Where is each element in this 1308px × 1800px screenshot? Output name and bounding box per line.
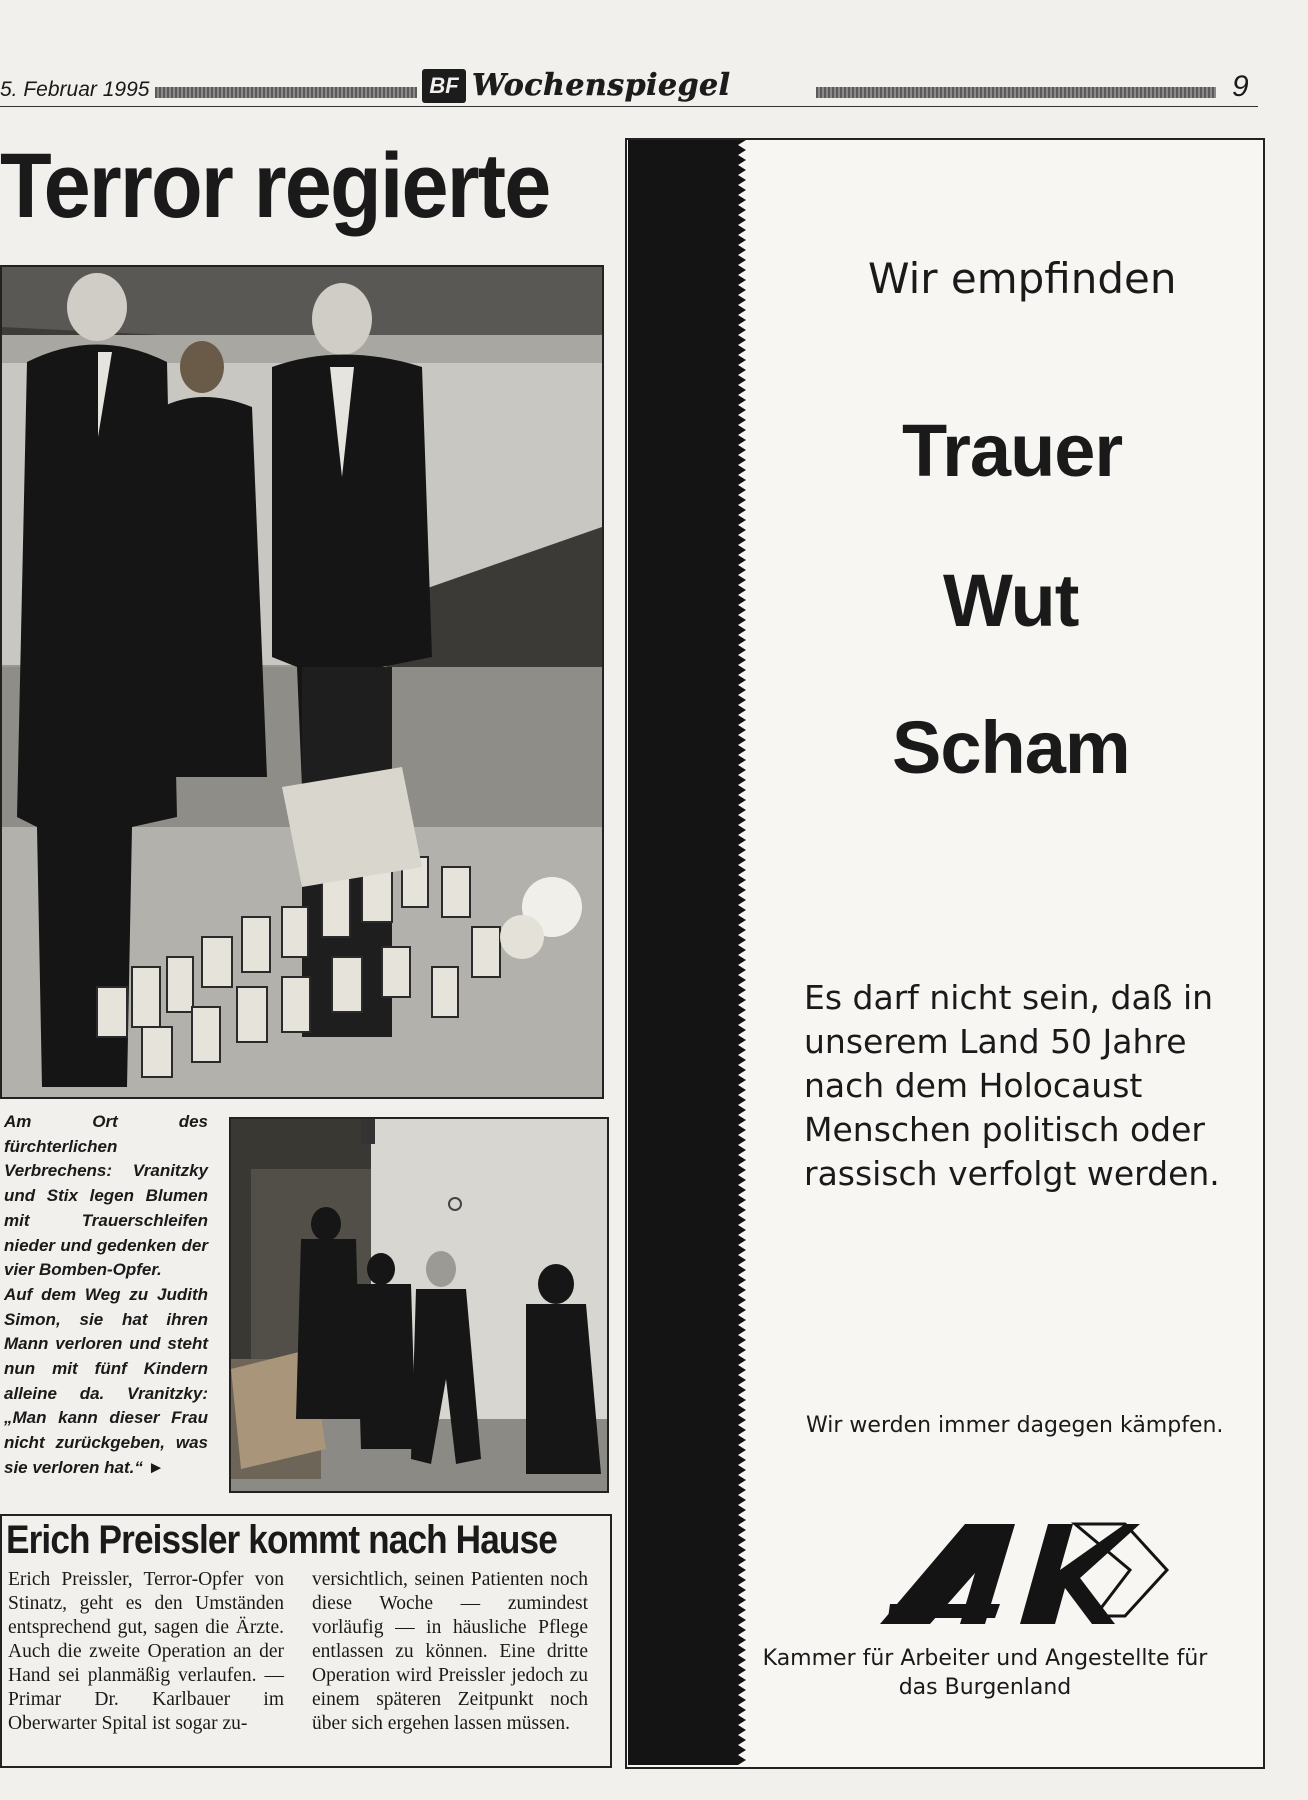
- masthead-title: Wochenspiegel: [472, 68, 731, 103]
- visit-photo: [229, 1117, 609, 1493]
- ad-intro: Wir empfinden: [868, 254, 1177, 303]
- article-title: Erich Preissler kommt nach Hause: [6, 1518, 557, 1562]
- caption-paragraph-1: Am Ort des fürchterlichen Verbrechens: Vranitzky und Stix legen Blumen mit Trauerschleifen nieder und gedenken der vier Bomben-Opfer.: [4, 1112, 208, 1280]
- page-number: 9: [1232, 70, 1249, 103]
- visit-photo-image: [231, 1119, 607, 1491]
- header-divider: [0, 106, 1258, 107]
- ad-word-trauer: Trauer: [902, 409, 1123, 492]
- ad-word-wut: Wut: [943, 559, 1079, 642]
- header-rule-left: [155, 87, 417, 98]
- ad-body-text: Es darf nicht sein, daß in unserem Land 50 Jahre nach dem Holocaust Menschen politisch oder rassisch verfolgt werden.: [804, 978, 1220, 1193]
- header-rule-right: [816, 87, 1216, 98]
- issue-date: 5. Februar 1995: [0, 78, 150, 101]
- bf-logo-mark: BF: [422, 69, 466, 103]
- article-column-1: Erich Preissler, Terror-Opfer von Stinatz, geht es den Umständen entsprechend gut, sagen die Ärzte. Auch die zweite Operation an der Hand sei planmäßig verlaufen. — Primar Dr. Karlbauer im Oberwarter Spital ist sogar zu-: [8, 1569, 284, 1734]
- ad-word-scham: Scham: [892, 706, 1130, 789]
- article-column-2: versichtlich, seinen Patienten noch diese Woche — zumindest vorläufig — in häusliche Pflege entlassen zu können. Eine dritte Operation wird Preissler jedoch zu einem späteren Zeitpunkt noch über sich ergehen lassen müssen.: [312, 1569, 588, 1734]
- ad-closing-line: Wir werden immer dagegen kämpfen.: [806, 1413, 1224, 1438]
- ak-logo-icon: [870, 1518, 1170, 1628]
- memorial-photo: [0, 265, 604, 1099]
- black-mourning-stripe: [628, 140, 746, 1765]
- ad-organisation: Kammer für Arbeiter und Angestellte für das Burgenland: [762, 1646, 1208, 1700]
- caption-paragraph-2: Auf dem Weg zu Judith Simon, sie hat ihren Mann verloren und steht nun mit fünf Kindern alleine da. Vranitzky: „Man kann dieser Frau nicht zurückgeben, was sie verloren hat.“ ►: [4, 1284, 208, 1477]
- memorial-photo-image: [2, 267, 602, 1097]
- photo-caption: [4, 1110, 208, 1481]
- main-headline: Terror regierte: [0, 135, 550, 237]
- masthead-logo: [422, 68, 731, 103]
